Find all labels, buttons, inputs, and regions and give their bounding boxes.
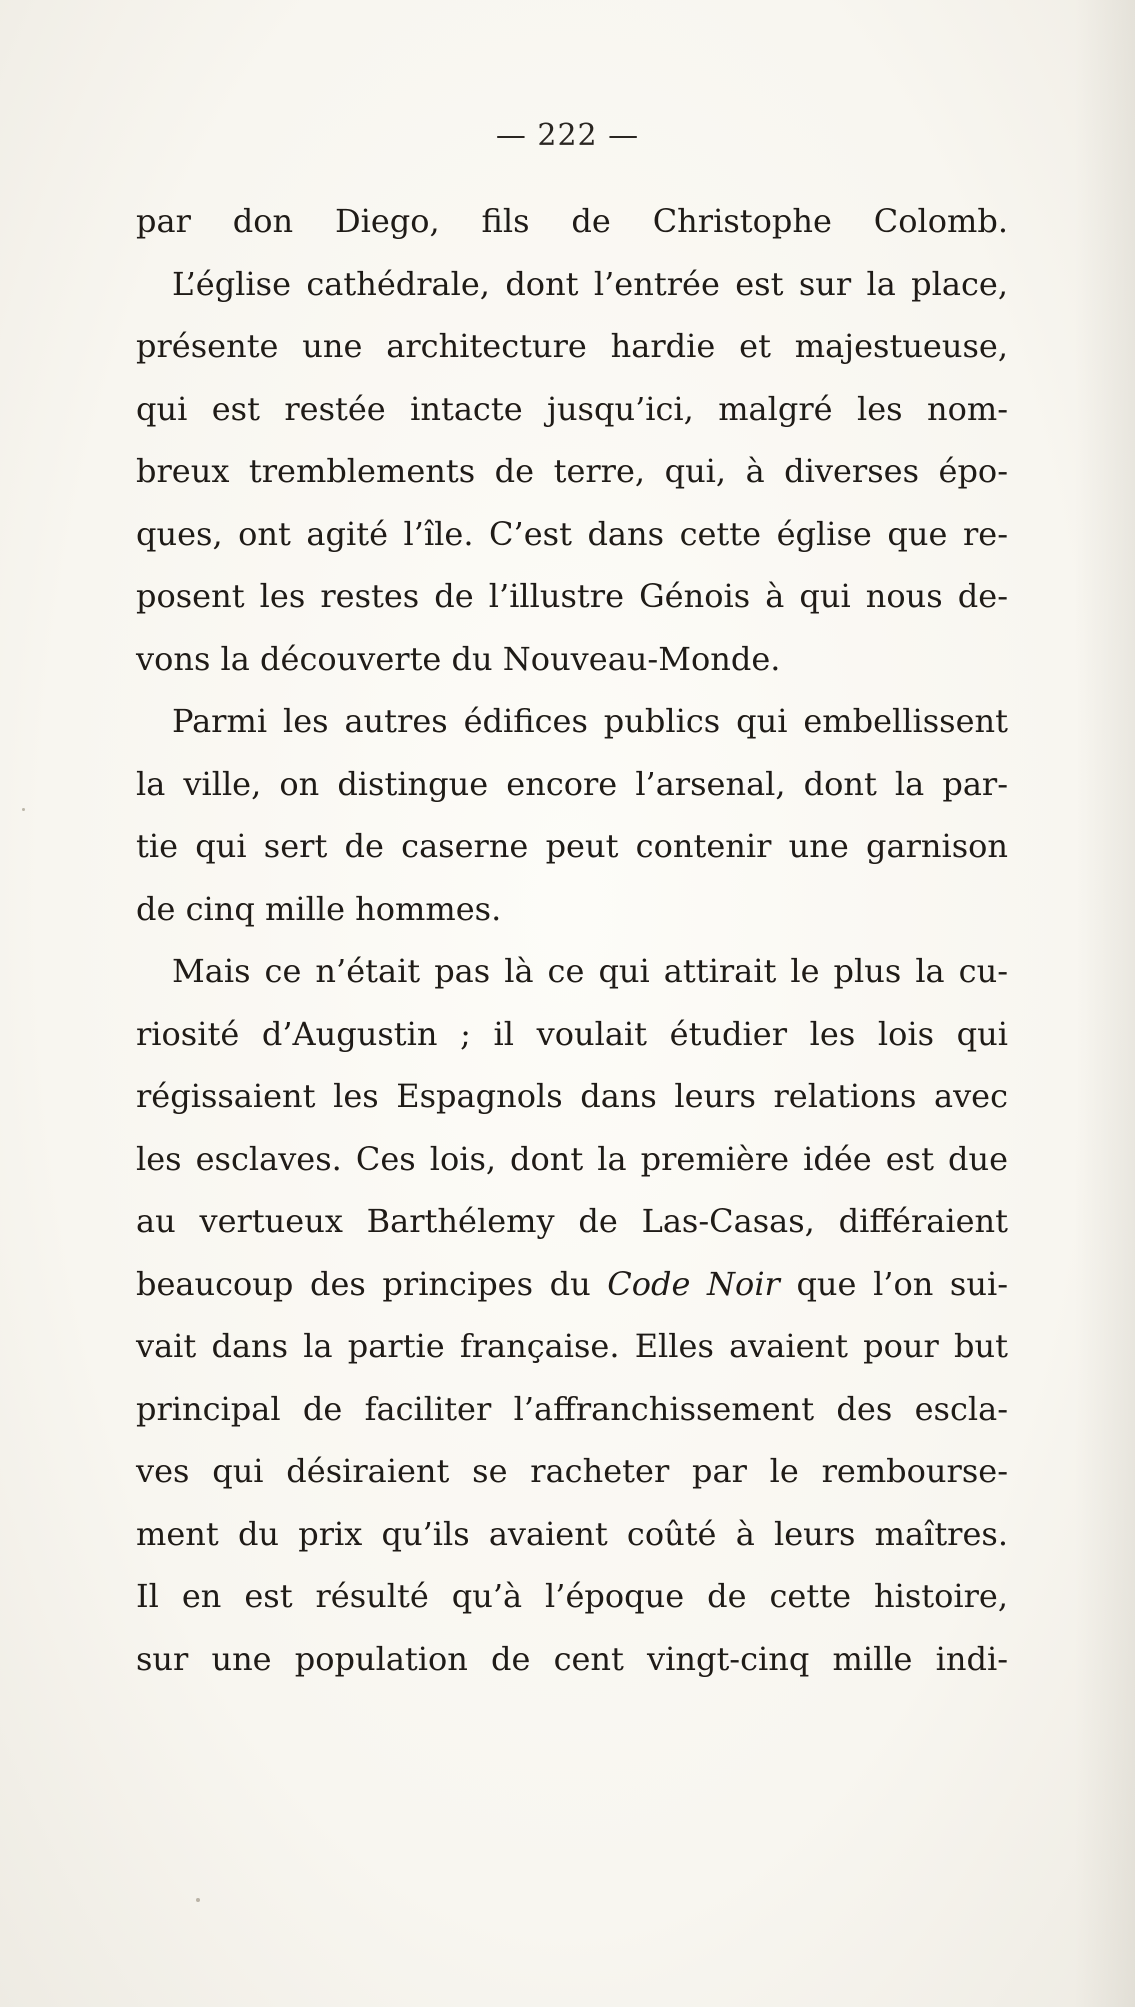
text-line: les esclaves. Ces lois, dont la première idée est due xyxy=(136,1139,1008,1178)
page-edge-shadow xyxy=(1075,0,1135,2007)
text-line: ves qui désiraient se racheter par le rembourse- xyxy=(136,1452,1008,1490)
text-line: ment du prix qu’ils avaient coûté à leurs maîtres. xyxy=(136,1514,1008,1553)
italic-title: Code Noir xyxy=(607,1264,780,1303)
text-line: par don Diego, fils de Christophe Colomb. xyxy=(136,202,1008,240)
text-line: posent les restes de l’illustre Génois à qui nous de- xyxy=(136,577,1008,615)
text-line: tie qui sert de caserne peut contenir une garnison xyxy=(136,827,1008,865)
text-segment: beaucoup des principes du xyxy=(136,1264,608,1303)
page-number: — 222 — xyxy=(495,118,640,153)
text-line: Mais ce n’était pas là ce qui attirait le plus la cu- xyxy=(172,952,1008,990)
text-line: présente une architecture hardie et majestueuse, xyxy=(136,327,1008,365)
text-line: riosité d’Augustin ; il voulait étudier les lois qui xyxy=(136,1014,1008,1053)
text-line: L’église cathédrale, dont l’entrée est sur la place, xyxy=(172,264,1008,303)
text-line: ques, ont agité l’île. C’est dans cette église que re- xyxy=(136,514,1008,553)
body-text xyxy=(136,190,1008,1690)
text-line: Parmi les autres édifices publics qui embellissent xyxy=(172,702,1008,740)
text-line: la ville, on distingue encore l’arsenal, dont la par- xyxy=(136,764,1008,803)
text-segment: que l’on sui- xyxy=(779,1264,1009,1303)
text-line: principal de faciliter l’affranchissement des escla- xyxy=(136,1389,1008,1428)
paper-speck xyxy=(196,1898,200,1902)
text-line: qui est restée intacte jusqu’ici, malgré les nom- xyxy=(136,389,1008,428)
text-line: au vertueux Barthélemy de Las-Casas, différaient xyxy=(136,1202,1008,1240)
text-line: de cinq mille hommes. xyxy=(136,889,502,928)
text-line: Il en est résulté qu’à l’époque de cette histoire, xyxy=(136,1577,1008,1615)
text-line: régissaient les Espagnols dans leurs relations avec xyxy=(136,1077,1008,1115)
text-line-with-italic xyxy=(136,1253,1008,1316)
text-line: sur une population de cent vingt-cinq mille indi- xyxy=(136,1639,1008,1678)
text-line: vons la découverte du Nouveau-Monde. xyxy=(136,639,781,678)
text-line: vait dans la partie française. Elles avaient pour but xyxy=(136,1327,1008,1365)
text-line: breux tremblements de terre, qui, à diverses épo- xyxy=(136,452,1008,490)
paper-speck xyxy=(22,808,25,811)
